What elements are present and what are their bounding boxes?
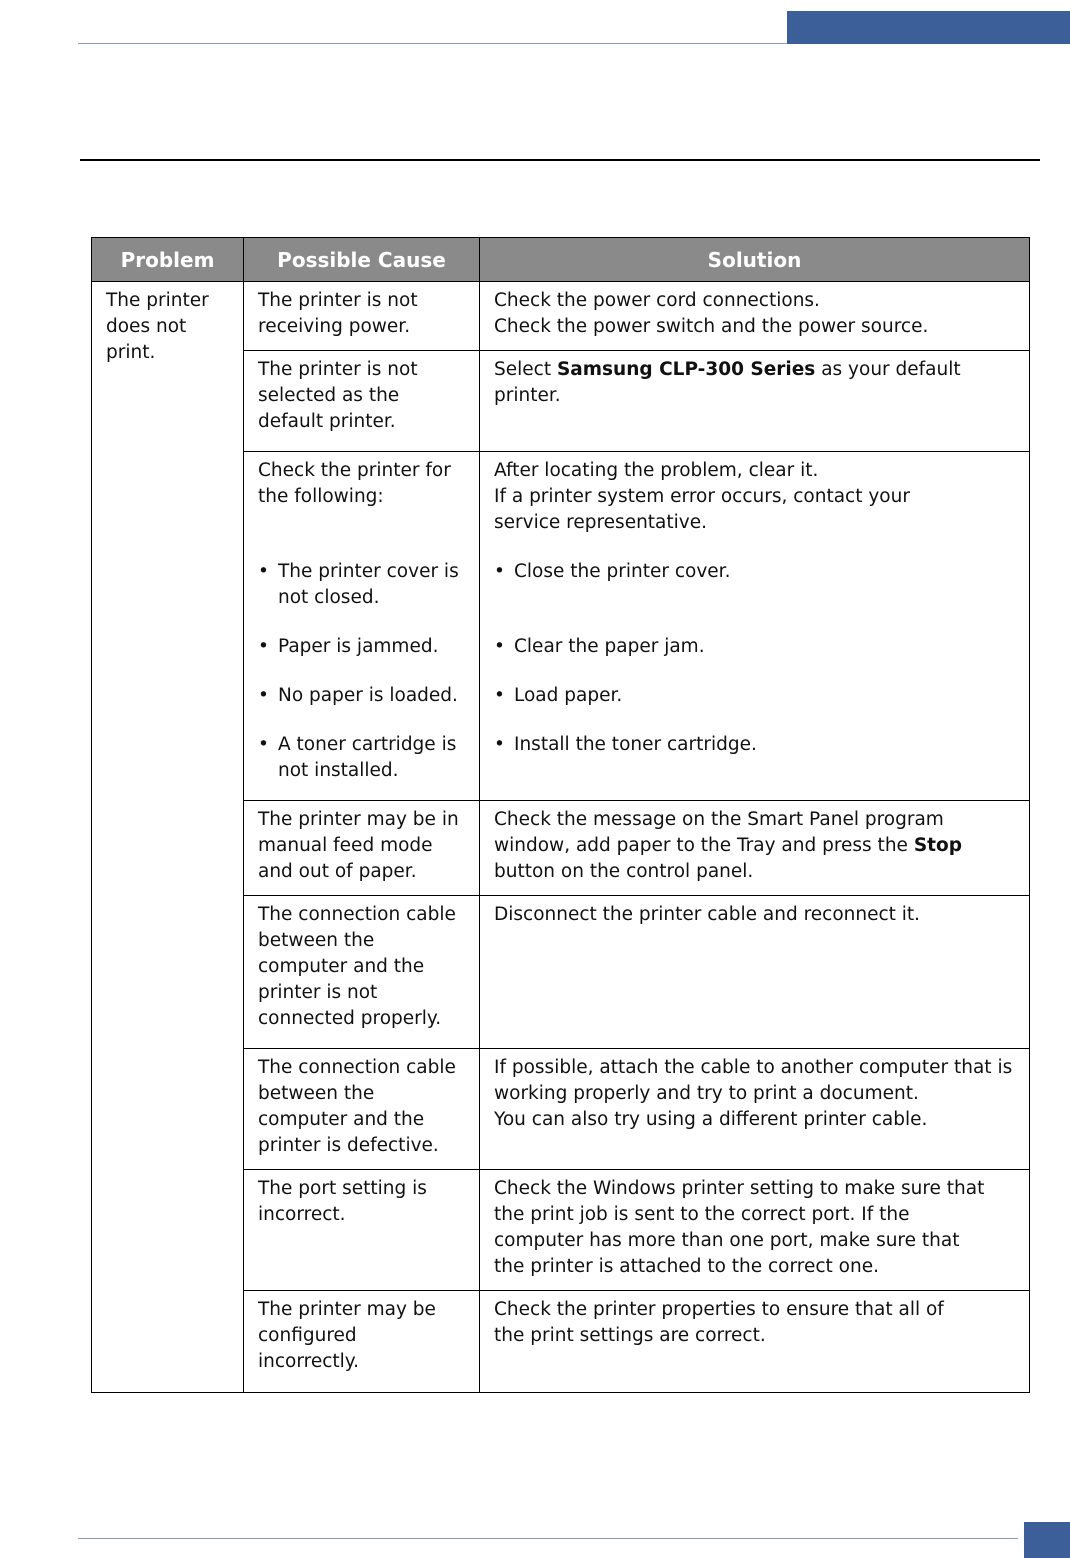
- header-rule: [78, 43, 788, 44]
- cause-cell: The printer is not selected as the default printer.: [244, 351, 480, 452]
- cause-cell: The printer may be in manual feed mode and out of paper.: [244, 801, 480, 896]
- table-header-row: [92, 238, 1030, 282]
- footer-rule: [78, 1538, 1018, 1539]
- solution-cell: Check the printer properties to ensure that all of the print settings are correct.: [480, 1291, 1030, 1393]
- solution-cell: Select Samsung CLP-300 Series as your default printer.: [480, 351, 1030, 452]
- list-item: • Install the toner cartridge.: [494, 734, 757, 755]
- solution-cell: Disconnect the printer cable and reconnect it.: [480, 896, 1030, 1049]
- cause-cell: The port setting is incorrect.: [244, 1170, 480, 1291]
- solution-cell: After locating the problem, clear it. If a printer system error occurs, contact your service representative. • Close the printer cover. • Clear the paper jam. • Load paper. • Install the toner cartridge.: [480, 452, 1030, 801]
- list-item: • The printer cover is not closed.: [258, 561, 459, 608]
- list-item: • Close the printer cover.: [494, 561, 731, 582]
- column-header-solution: Solution: [480, 238, 1030, 282]
- solution-cell: Check the power cord connections. Check the power switch and the power source.: [480, 282, 1030, 351]
- list-item: • Paper is jammed.: [258, 636, 439, 657]
- cause-cell: The connection cable between the computer and the printer is defective.: [244, 1049, 480, 1170]
- solution-cell: If possible, attach the cable to another computer that is working properly and try to print a document. You can also try using a different printer cable.: [480, 1049, 1030, 1170]
- list-item: • Load paper.: [494, 685, 623, 706]
- column-header-cause: Possible Cause: [244, 238, 480, 282]
- cause-cell: The printer is not receiving power.: [244, 282, 480, 351]
- stop-button-label: Stop: [913, 835, 962, 856]
- problem-text: The printer does not print.: [106, 290, 209, 363]
- column-header-problem: Problem: [92, 238, 244, 282]
- cause-cell: The printer may be configured incorrectly.: [244, 1291, 480, 1393]
- problem-cell: [92, 282, 244, 1393]
- list-item: • Clear the paper jam.: [494, 636, 705, 657]
- table-row: [92, 282, 1030, 351]
- footer-page-box: [1024, 1522, 1070, 1558]
- printer-model-name: Samsung CLP-300 Series: [556, 359, 816, 380]
- header-tab: [787, 11, 1070, 44]
- solution-cell: Check the Windows printer setting to make sure that the print job is sent to the correct port. If the computer has more than one port, make sure that the printer is attached to the correct one.: [480, 1170, 1030, 1291]
- title-rule: [80, 159, 1040, 161]
- list-item: • No paper is loaded.: [258, 685, 458, 706]
- list-item: • A toner cartridge is not installed.: [258, 734, 457, 781]
- cause-cell: The connection cable between the computer and the printer is not connected properly.: [244, 896, 480, 1049]
- solution-cell: Check the message on the Smart Panel program window, add paper to the Tray and press the Stop button on the control panel.: [480, 801, 1030, 896]
- troubleshooting-table: [91, 237, 1030, 1393]
- cause-cell: Check the printer for the following: • The printer cover is not closed. • Paper is jammed. • No paper is loaded. • A toner cartridge is not installed.: [244, 452, 480, 801]
